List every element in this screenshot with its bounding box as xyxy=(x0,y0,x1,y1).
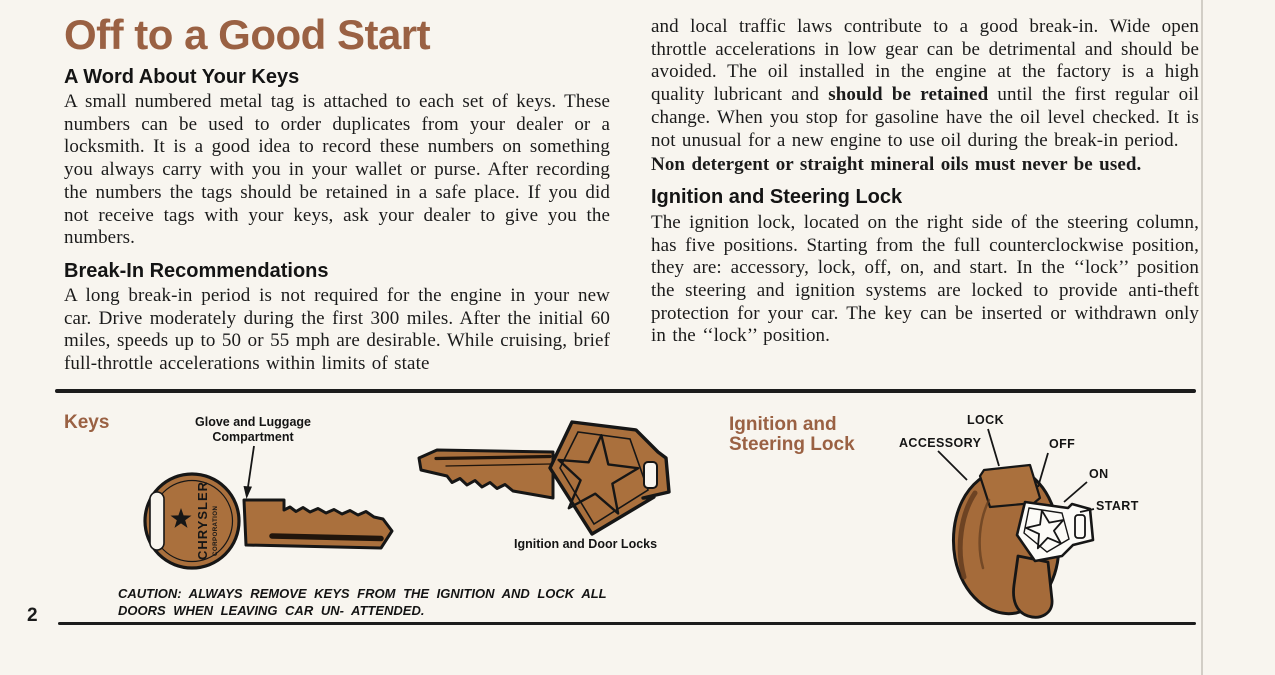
right-column xyxy=(651,16,1199,348)
figure-divider-rule xyxy=(55,389,1196,393)
paragraph-bold-should-be-retained: should be retained xyxy=(828,84,989,106)
glove-key-label-line1: Glove and Luggage xyxy=(195,415,311,429)
heading-break-in: Break-In Recommendations xyxy=(64,259,329,282)
pentagon-key-illustration xyxy=(419,422,669,534)
lock-stem xyxy=(1014,556,1053,617)
position-label-off: OFF xyxy=(1049,437,1076,451)
paragraph-keys: A small numbered metal tag is attached to each set of keys. These numbers can be used to order duplicates from your dealer or a locksmith. It is a good idea to record these numbers on something you always carry with you in your wallet or purse. After recording the numbers the tags should be retained in a safe place. If you did not receive tags with your keys, ask your dealer to give you the numbers. xyxy=(64,91,610,249)
glove-key-label-line2: Compartment xyxy=(212,429,294,444)
figure-keys-label: Keys xyxy=(64,412,110,433)
steering-lock-illustration xyxy=(938,429,1094,617)
caution-line1: CAUTION: ALWAYS REMOVE KEYS FROM THE IGNITION AND LOCK ALL xyxy=(118,586,607,601)
paragraph-break-in-continued-text2: until the first regular oil change. When you stop for gasoline have the oil level checked. It is not unusual for a new engine to use oil during the break-in period. xyxy=(651,84,1199,151)
position-label-lock: LOCK xyxy=(967,413,1005,427)
glove-key-label xyxy=(183,415,323,444)
key-brand-subtext: CORPORATION xyxy=(212,505,219,556)
steering-lock-figure-label-line2: Steering Lock xyxy=(729,434,855,455)
steering-lock-figure-label xyxy=(729,415,855,455)
caution-line2: DOORS WHEN LEAVING CAR UN- ATTENDED. xyxy=(118,603,425,618)
paragraph-break-in: A long break-in period is not required for the engine in your new car. Drive moderately during the first 300 miles. After the initial 60 miles, speeds up to 50 or 55 mph are desirable. While cruising, brief full-throttle accelerations within limits of state xyxy=(64,284,610,375)
key-brand-text: CHRYSLER xyxy=(195,480,210,560)
caution-note xyxy=(118,585,607,619)
note-mineral-oils: Non detergent or straight mineral oils must never be used. xyxy=(651,154,1142,176)
heading-ignition-steering-lock: Ignition and Steering Lock xyxy=(651,185,903,208)
paragraph-ignition-lock: The ignition lock, located on the right side of the steering column, has five positions. Starting from the full counterclockwise position, they are: accessory, lock, off, on, and start. In the ‘‘lock’’ position the steering and ignition systems are locked to provide anti-theft protection for your car. The key can be inserted or withdrawn only in the ‘‘lock’’ position. xyxy=(651,211,1199,347)
key-head-slot xyxy=(150,492,164,550)
pentagon-key-hole xyxy=(644,462,657,488)
paragraph-break-in-continued xyxy=(651,16,1199,152)
steering-lock-figure-label-line1: Ignition and xyxy=(729,414,837,435)
paragraph-break-in-continued-text: and local traffic laws contribute to a good break-in. Wide open throttle accelerations in low gear can be detrimental and should be avoided. The oil installed in the engine at the factory is a high quality lubricant and xyxy=(651,16,1199,106)
position-label-start: START xyxy=(1096,499,1139,513)
glove-label-arrow xyxy=(244,446,255,499)
heading-word-about-keys: A Word About Your Keys xyxy=(64,66,300,88)
left-column xyxy=(64,12,610,376)
position-label-on: ON xyxy=(1089,467,1109,481)
round-key-illustration xyxy=(145,474,392,568)
page-number: 2 xyxy=(27,605,38,626)
position-label-accessory: ACCESSORY xyxy=(899,436,982,450)
page-title: Off to a Good Start xyxy=(64,11,431,58)
ignition-door-key-label: Ignition and Door Locks xyxy=(514,537,658,551)
